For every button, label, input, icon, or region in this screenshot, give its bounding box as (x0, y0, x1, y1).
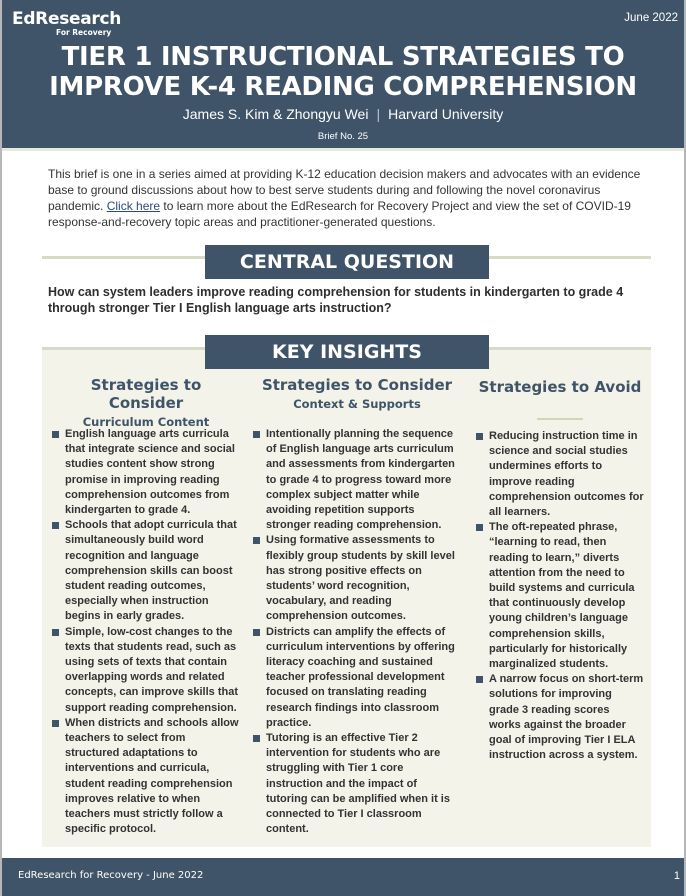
list-item (52, 427, 240, 518)
bullet-square-icon (253, 431, 260, 438)
central-question-text: How can system leaders improve reading comprehension for students in kindergarten to grade 4 through stronger Tier I English language arts instruction? (48, 285, 624, 315)
page-header (2, 0, 684, 148)
bullet-square-icon (52, 522, 59, 529)
bullet-square-icon (476, 433, 483, 440)
insights-column-curriculum (52, 376, 240, 837)
intro-text-1: This brief is one in a series aimed at providing K-12 education decision makers and advocates with an evidence base to ground discussions about how to best serve students during and following the novel coronavirus pandemic. (48, 167, 641, 213)
list-item (52, 518, 240, 624)
list-item-text: Reducing instruction time in science and social studies undermines efforts to improve reading comprehension outcomes for all learners. (489, 430, 644, 519)
list-item (476, 520, 644, 672)
list-item (253, 533, 461, 624)
list-item (476, 672, 644, 763)
list-item (253, 427, 461, 533)
list-item-text: A narrow focus on short-term solutions for improving grade 3 reading scores works against the broader goal of improving Tier I ELA instruction across a system. (489, 673, 644, 762)
bullet-square-icon (253, 537, 260, 544)
bullet-square-icon (52, 629, 59, 636)
bullet-list (253, 427, 461, 837)
list-item-text: English language arts curricula that integrate science and social studies content show strong promise in improving reading comprehension outcomes from kindergarten to grade 4. (65, 428, 235, 517)
bullet-square-icon (253, 629, 260, 636)
edresearch-logo (12, 10, 121, 37)
column-header (253, 376, 461, 418)
list-item-text: Using formative assessments to flexibly group students by skill level has strong positive effects on students’ word recognition, vocabulary, and reading comprehension outcomes. (266, 534, 455, 623)
list-item-text: When districts and schools allow teachers to select from structured adaptations to interventions and curricula, student reading comprehension improves relative to when teachers must strictly follow a specific protocol. (65, 716, 239, 836)
insights-column-context (253, 376, 461, 837)
bullet-square-icon (52, 431, 59, 438)
intro-paragraph (48, 166, 648, 230)
bullet-square-icon (52, 720, 59, 727)
column-subtitle: Curriculum Content (82, 415, 210, 429)
title-line-1: TIER 1 INSTRUCTIONAL STRATEGIES TO (61, 42, 625, 72)
column-title: Strategies to Consider (90, 376, 202, 412)
authors: James S. Kim & Zhongyu Wei (182, 106, 369, 122)
bullet-list (476, 429, 644, 763)
bullet-square-icon (476, 524, 483, 531)
logo-main-text: EdResearch (12, 9, 122, 29)
page-footer (2, 858, 684, 896)
header-date: June 2022 (624, 12, 678, 24)
footer-text: EdResearch for Recovery - June 2022 (18, 870, 204, 881)
column-header (52, 376, 240, 429)
author-line (2, 106, 684, 122)
list-item-text: Intentionally planning the sequence of English language arts curriculum and assessments from kindergarten to grade 4 to progress toward more complex subject matter while avoiding repetition supports stronger reading comprehension. (266, 428, 455, 532)
column-subtitle: Context & Supports (293, 397, 421, 411)
list-item (52, 625, 240, 716)
list-item (253, 731, 461, 837)
list-item-text: Districts can amplify the effects of curriculum interventions by offering literacy coaching and sustained teacher professional development focused on translating reading research findings into classroom practice. (266, 625, 455, 729)
intro-text-2: to learn more about the EdResearch for Recovery Project and view the set of COVID-19 response-and-recovery topic areas and practitioner-generated questions. (48, 199, 631, 229)
author-separator: | (376, 106, 381, 122)
affiliation: Harvard University (388, 106, 504, 122)
bullet-square-icon (253, 735, 260, 742)
central-question-heading: CENTRAL QUESTION (205, 245, 489, 279)
column-title: Strategies to Consider (261, 376, 453, 394)
title-line-2: IMPROVE K-4 READING COMPREHENSION (49, 72, 637, 102)
brief-number: Brief No. 25 (317, 131, 369, 142)
list-item (253, 625, 461, 731)
click-here-link[interactable]: Click here (106, 199, 161, 213)
list-item (52, 716, 240, 838)
column-title: Strategies to Avoid (478, 378, 642, 396)
list-item (476, 429, 644, 520)
list-item-text: Simple, low-cost changes to the texts that students read, such as using sets of texts that contain overlapping words and related concepts, can improve skills that support reading comprehension. (65, 625, 239, 714)
insights-column-avoid (476, 376, 644, 763)
list-item-text: Tutoring is an effective Tier 2 intervention for students who are struggling with Tier 1 core instruction and the impact of tutoring can be amplified when it is connected to Tier I classroom content. (266, 732, 450, 836)
header-divider (2, 148, 684, 151)
list-item-text: Schools that adopt curricula that simultaneously build word recognition and language comprehension skills can boost student reading outcomes, especially when instruction begins in early grades. (65, 519, 237, 623)
column-header (476, 376, 644, 418)
bullet-list (52, 427, 240, 837)
bullet-square-icon (476, 676, 483, 683)
key-insights-heading: KEY INSIGHTS (205, 335, 489, 369)
logo-sub-text: For Recovery (56, 28, 112, 37)
page-number: 1 (673, 870, 680, 882)
page-title (2, 42, 684, 102)
list-item-text: The oft-repeated phrase, “learning to read, then reading to learn,” diverts attention from the need to build systems and curricula that continuously develop young children’s language comprehension skills, particularly for historically marginalized students. (489, 521, 635, 671)
